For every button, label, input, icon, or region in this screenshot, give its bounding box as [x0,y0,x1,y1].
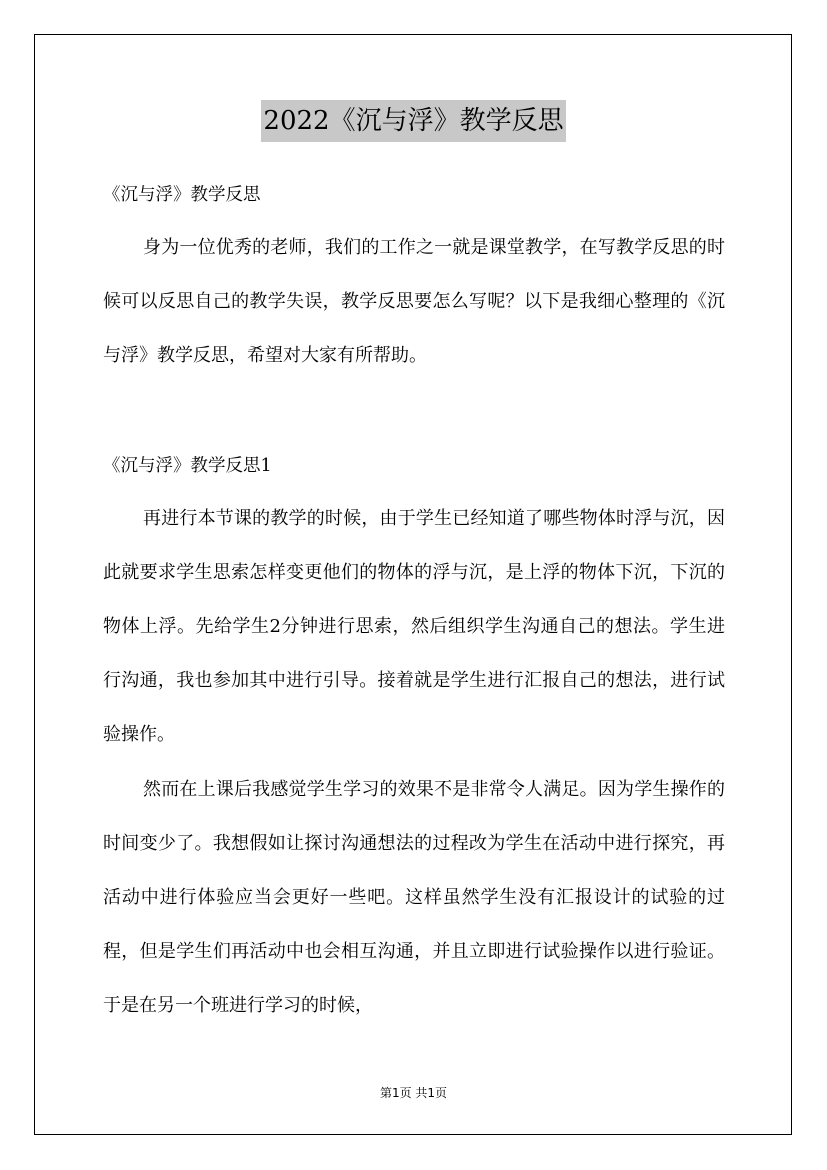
title-container [0,100,827,142]
document-title: 2022《沉与浮》教学反思 [261,100,565,142]
section1-heading: 《沉与浮》教学反思1 [103,456,272,476]
page-footer: 第1页 共1页 [379,1086,448,1100]
intro-heading: 《沉与浮》教学反思 [103,185,261,205]
intro-paragraph: 身为一位优秀的老师，我们的工作之一就是课堂教学，在写教学反思的时候可以反思自己的教学失误，教学反思要怎么写呢？以下是我细心整理的《沉与浮》教学反思，希望对大家有所帮助。 [103,237,725,366]
section1-paragraph-1: 再进行本节课的教学的时候，由于学生已经知道了哪些物体时浮与沉，因此就要求学生思索怎样变更他们的物体的浮与沉，是上浮的物体下沉，下沉的物体上浮。先给学生2分钟进行思索，然后组织学生沟通自己的想法。学生进行沟通，我也参加其中进行引导。接着就是学生进行汇报自己的想法，进行试验操作。 [103,508,725,745]
section1-paragraph-2: 然而在上课后我感觉学生学习的效果不是非常令人满足。因为学生操作的时间变少了。我想假如让探讨沟通想法的过程改为学生在活动中进行探究，再活动中进行体验应当会更好一些吧。这样虽然学生没有汇报设计的试验的过程，但是学生们再活动中也会相互沟通，并且立即进行试验操作以进行验证。于是在另一个班进行学习的时候， [103,779,725,1016]
